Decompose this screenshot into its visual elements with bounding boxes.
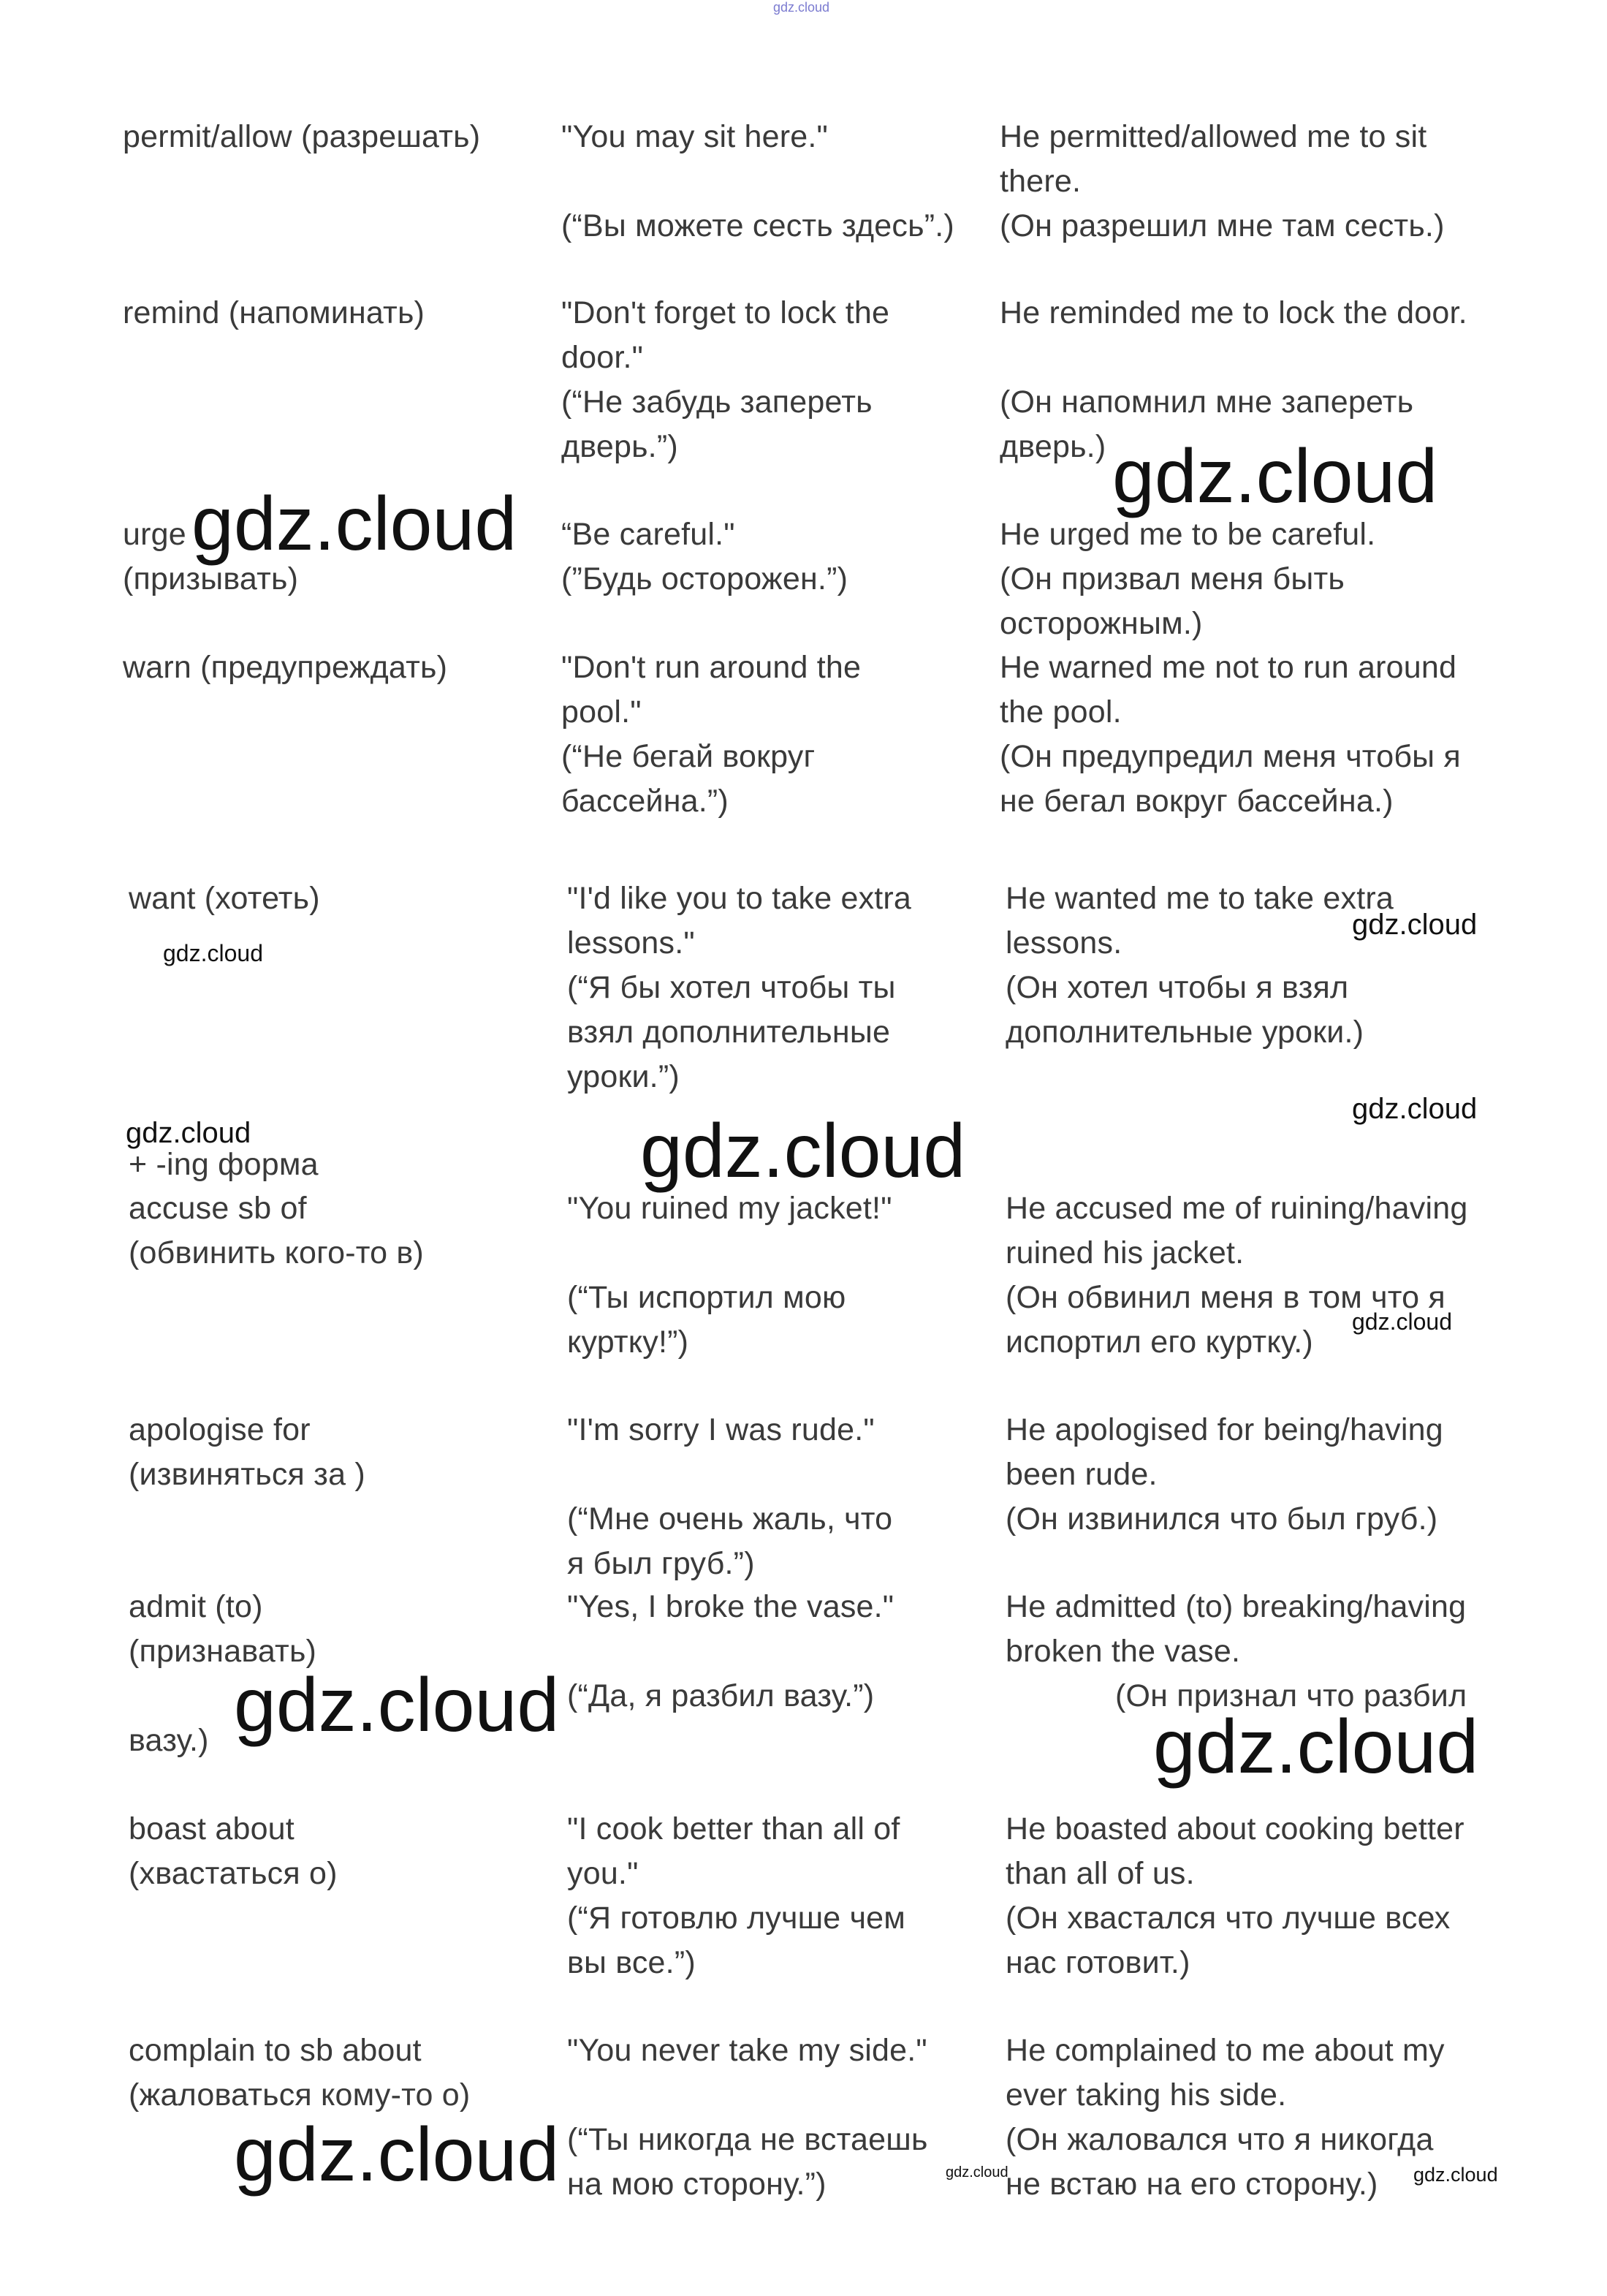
watermark: gdz.cloud xyxy=(234,1663,560,1748)
reported-line: осторожным.) xyxy=(1000,606,1203,641)
row-verb xyxy=(123,115,480,159)
direct-line: door." xyxy=(561,340,644,375)
direct-line: куртку!”) xyxy=(567,1325,689,1360)
direct-line: “Be careful." xyxy=(561,517,735,552)
verb-line: (хвастаться о) xyxy=(129,1856,338,1891)
verb-line: admit (to) xyxy=(129,1589,263,1624)
direct-line xyxy=(567,1231,892,1276)
reported-line: (Он хотел чтобы я взял xyxy=(1006,970,1349,1005)
reported-line: He admitted (to) breaking/having xyxy=(1006,1589,1467,1624)
verb-line: warn (предупреждать) xyxy=(123,650,448,685)
reported-line: (Он обвинил меня в том что я xyxy=(1006,1280,1445,1315)
reported-line: He apologised for being/having xyxy=(1006,1412,1443,1447)
direct-line xyxy=(567,1452,892,1497)
direct-line: (“Я готовлю лучше чем xyxy=(567,1901,906,1936)
row-reported-speech xyxy=(1000,115,1445,249)
reported-line: не встаю на его сторону.) xyxy=(1006,2167,1378,2202)
row-direct-speech xyxy=(567,876,911,1099)
row-direct-speech xyxy=(567,2028,928,2207)
reported-line: дверь.) xyxy=(1000,429,1106,464)
direct-line: взял дополнительные xyxy=(567,1015,891,1050)
verb-line: (обвинить кого-то в) xyxy=(129,1235,424,1270)
verb-line: accuse sb of xyxy=(129,1191,307,1226)
direct-line: (“Ты никогда не встаешь xyxy=(567,2122,928,2157)
direct-line: (“Не бегай вокруг xyxy=(561,739,816,774)
reported-line: He accused me of ruining/having xyxy=(1006,1191,1468,1226)
direct-line: "Don't run around the xyxy=(561,650,862,685)
watermark: gdz.cloud xyxy=(1352,909,1478,941)
reported-line: He urged me to be careful. xyxy=(1000,517,1376,552)
row-reported-speech xyxy=(1006,1585,1467,1719)
watermark: gdz.cloud xyxy=(1352,1308,1452,1335)
watermark: gdz.cloud xyxy=(1112,434,1438,519)
reported-line: He warned me not to run around xyxy=(1000,650,1457,685)
row-direct-speech xyxy=(567,1408,892,1586)
reported-line: (Он предупредил меня чтобы я xyxy=(1000,739,1461,774)
watermark: gdz.cloud xyxy=(1153,1705,1479,1789)
direct-line: вы все.”) xyxy=(567,1945,696,1980)
row-verb xyxy=(129,2028,470,2118)
watermark: gdz.cloud xyxy=(163,940,263,966)
direct-line: (“Я бы хотел чтобы ты xyxy=(567,970,896,1005)
verb-line: apologise for xyxy=(129,1412,311,1447)
watermark: gdz.cloud xyxy=(234,2113,560,2197)
reported-line: than all of us. xyxy=(1006,1856,1195,1891)
row-verb xyxy=(123,291,425,336)
row-reported-speech xyxy=(1006,1408,1443,1542)
direct-line: "I'm sorry I was rude." xyxy=(567,1412,875,1447)
direct-line: you." xyxy=(567,1856,639,1891)
direct-line: (“Ты испортил мою xyxy=(567,1280,846,1315)
direct-line: "You never take my side." xyxy=(567,2033,927,2068)
row-verb xyxy=(123,645,447,690)
reported-line: He permitted/allowed me to sit xyxy=(1000,119,1427,154)
row-reported-speech xyxy=(1006,1186,1467,1365)
reported-line: дополнительные уроки.) xyxy=(1006,1015,1364,1050)
row-verb xyxy=(129,1807,338,1896)
direct-line: "Yes, I broke the vase." xyxy=(567,1589,894,1624)
watermark: gdz.cloud xyxy=(640,1109,966,1194)
row-reported-speech xyxy=(1006,876,1394,1055)
reported-line: ruined his jacket. xyxy=(1006,1235,1245,1270)
reported-line: there. xyxy=(1000,164,1082,199)
direct-line: "You ruined my jacket!" xyxy=(567,1191,892,1226)
reported-line: He reminded me to lock the door. xyxy=(1000,295,1467,330)
direct-line: (“Не забудь запереть xyxy=(561,384,873,420)
reported-line: He complained to me about my xyxy=(1006,2033,1445,2068)
row-direct-speech xyxy=(567,1585,894,1719)
reported-line: (Он разрешил мне там сесть.) xyxy=(1000,208,1445,243)
verb-line: + -ing форма xyxy=(129,1147,319,1182)
reported-line: (Он призвал меня быть xyxy=(1000,561,1345,596)
direct-line: (“Да, я разбил вазу.”) xyxy=(567,1678,875,1713)
direct-line: "I cook better than all of xyxy=(567,1811,900,1846)
direct-line: "I'd like you to take extra xyxy=(567,881,912,916)
verb-line: (жаловаться кому-то о) xyxy=(129,2077,471,2113)
reported-line: испортил его куртку.) xyxy=(1006,1325,1313,1360)
direct-line: pool." xyxy=(561,694,642,730)
watermark: gdz.cloud xyxy=(126,1117,251,1149)
row-reported-speech xyxy=(1006,1807,1464,1985)
direct-line xyxy=(561,159,954,204)
row-direct-speech xyxy=(567,1186,892,1365)
direct-line: дверь.”) xyxy=(561,429,678,464)
reported-line: (Он напомнил мне запереть xyxy=(1000,384,1414,420)
verb-line: remind (напоминать) xyxy=(123,295,425,330)
reported-line: (Он признал что разбил xyxy=(1115,1678,1467,1713)
direct-line: lessons." xyxy=(567,925,695,961)
direct-line xyxy=(567,1629,894,1674)
reported-line: been rude. xyxy=(1006,1457,1158,1492)
direct-line: уроки.”) xyxy=(567,1059,680,1094)
reported-line: (Он жаловался что я никогда xyxy=(1006,2122,1434,2157)
row-direct-speech xyxy=(561,115,954,249)
direct-line: (”Будь осторожен.”) xyxy=(561,561,848,596)
reported-line: lessons. xyxy=(1006,925,1122,961)
direct-line: "Don't forget to lock the xyxy=(561,295,890,330)
reported-line: ever taking his side. xyxy=(1006,2077,1287,2113)
row-reported-speech xyxy=(1000,512,1375,646)
watermark: gdz.cloud xyxy=(1413,2164,1498,2186)
verb-line: (извиняться за ) xyxy=(129,1457,365,1492)
row-direct-speech xyxy=(561,512,848,602)
direct-line: на мою сторону.”) xyxy=(567,2167,827,2202)
watermark: gdz.cloud xyxy=(191,482,517,567)
row-reported-speech xyxy=(1000,645,1461,824)
reported-line: не бегал вокруг бассейна.) xyxy=(1000,784,1394,819)
verb-line: вазу.) xyxy=(129,1723,209,1758)
direct-line: я был груб.”) xyxy=(567,1546,755,1581)
watermark: gdz.cloud xyxy=(1352,1093,1478,1125)
reported-line: the pool. xyxy=(1000,694,1122,730)
direct-line: (“Мне очень жаль, что xyxy=(567,1501,893,1537)
reported-line: He boasted about cooking better xyxy=(1006,1811,1464,1846)
reported-line: He wanted me to take extra xyxy=(1006,881,1394,916)
direct-line: (“Вы можете сесть здесь”.) xyxy=(561,208,954,243)
verb-line: urge xyxy=(123,517,186,552)
reported-line xyxy=(1000,336,1467,380)
direct-line: "You may sit here." xyxy=(561,119,828,154)
verb-line: permit/allow (разрешать) xyxy=(123,119,481,154)
row-direct-speech xyxy=(567,1807,905,1985)
row-verb xyxy=(129,876,320,921)
verb-line: (призывать) xyxy=(123,561,299,596)
section-heading-ing-form xyxy=(129,1143,319,1187)
reported-line: broken the vase. xyxy=(1006,1634,1241,1669)
direct-line: бассейна.”) xyxy=(561,784,729,819)
watermark: gdz.cloud xyxy=(946,2164,1008,2181)
watermark-top: gdz.cloud xyxy=(773,0,830,15)
reported-line: нас готовит.) xyxy=(1006,1945,1190,1980)
verb-line: boast about xyxy=(129,1811,295,1846)
reported-line: (Он извинился что был груб.) xyxy=(1006,1501,1438,1537)
row-reported-speech xyxy=(1006,2028,1445,2207)
row-verb xyxy=(129,1186,424,1276)
reported-line: (Он хвастался что лучше всех xyxy=(1006,1901,1451,1936)
verb-line: (признавать) xyxy=(129,1634,317,1669)
row-direct-speech xyxy=(561,645,861,824)
row-direct-speech xyxy=(561,291,889,469)
verb-line: want (хотеть) xyxy=(129,881,320,916)
verb-line: complain to sb about xyxy=(129,2033,422,2068)
direct-line xyxy=(567,2073,928,2118)
row-verb xyxy=(129,1408,365,1497)
